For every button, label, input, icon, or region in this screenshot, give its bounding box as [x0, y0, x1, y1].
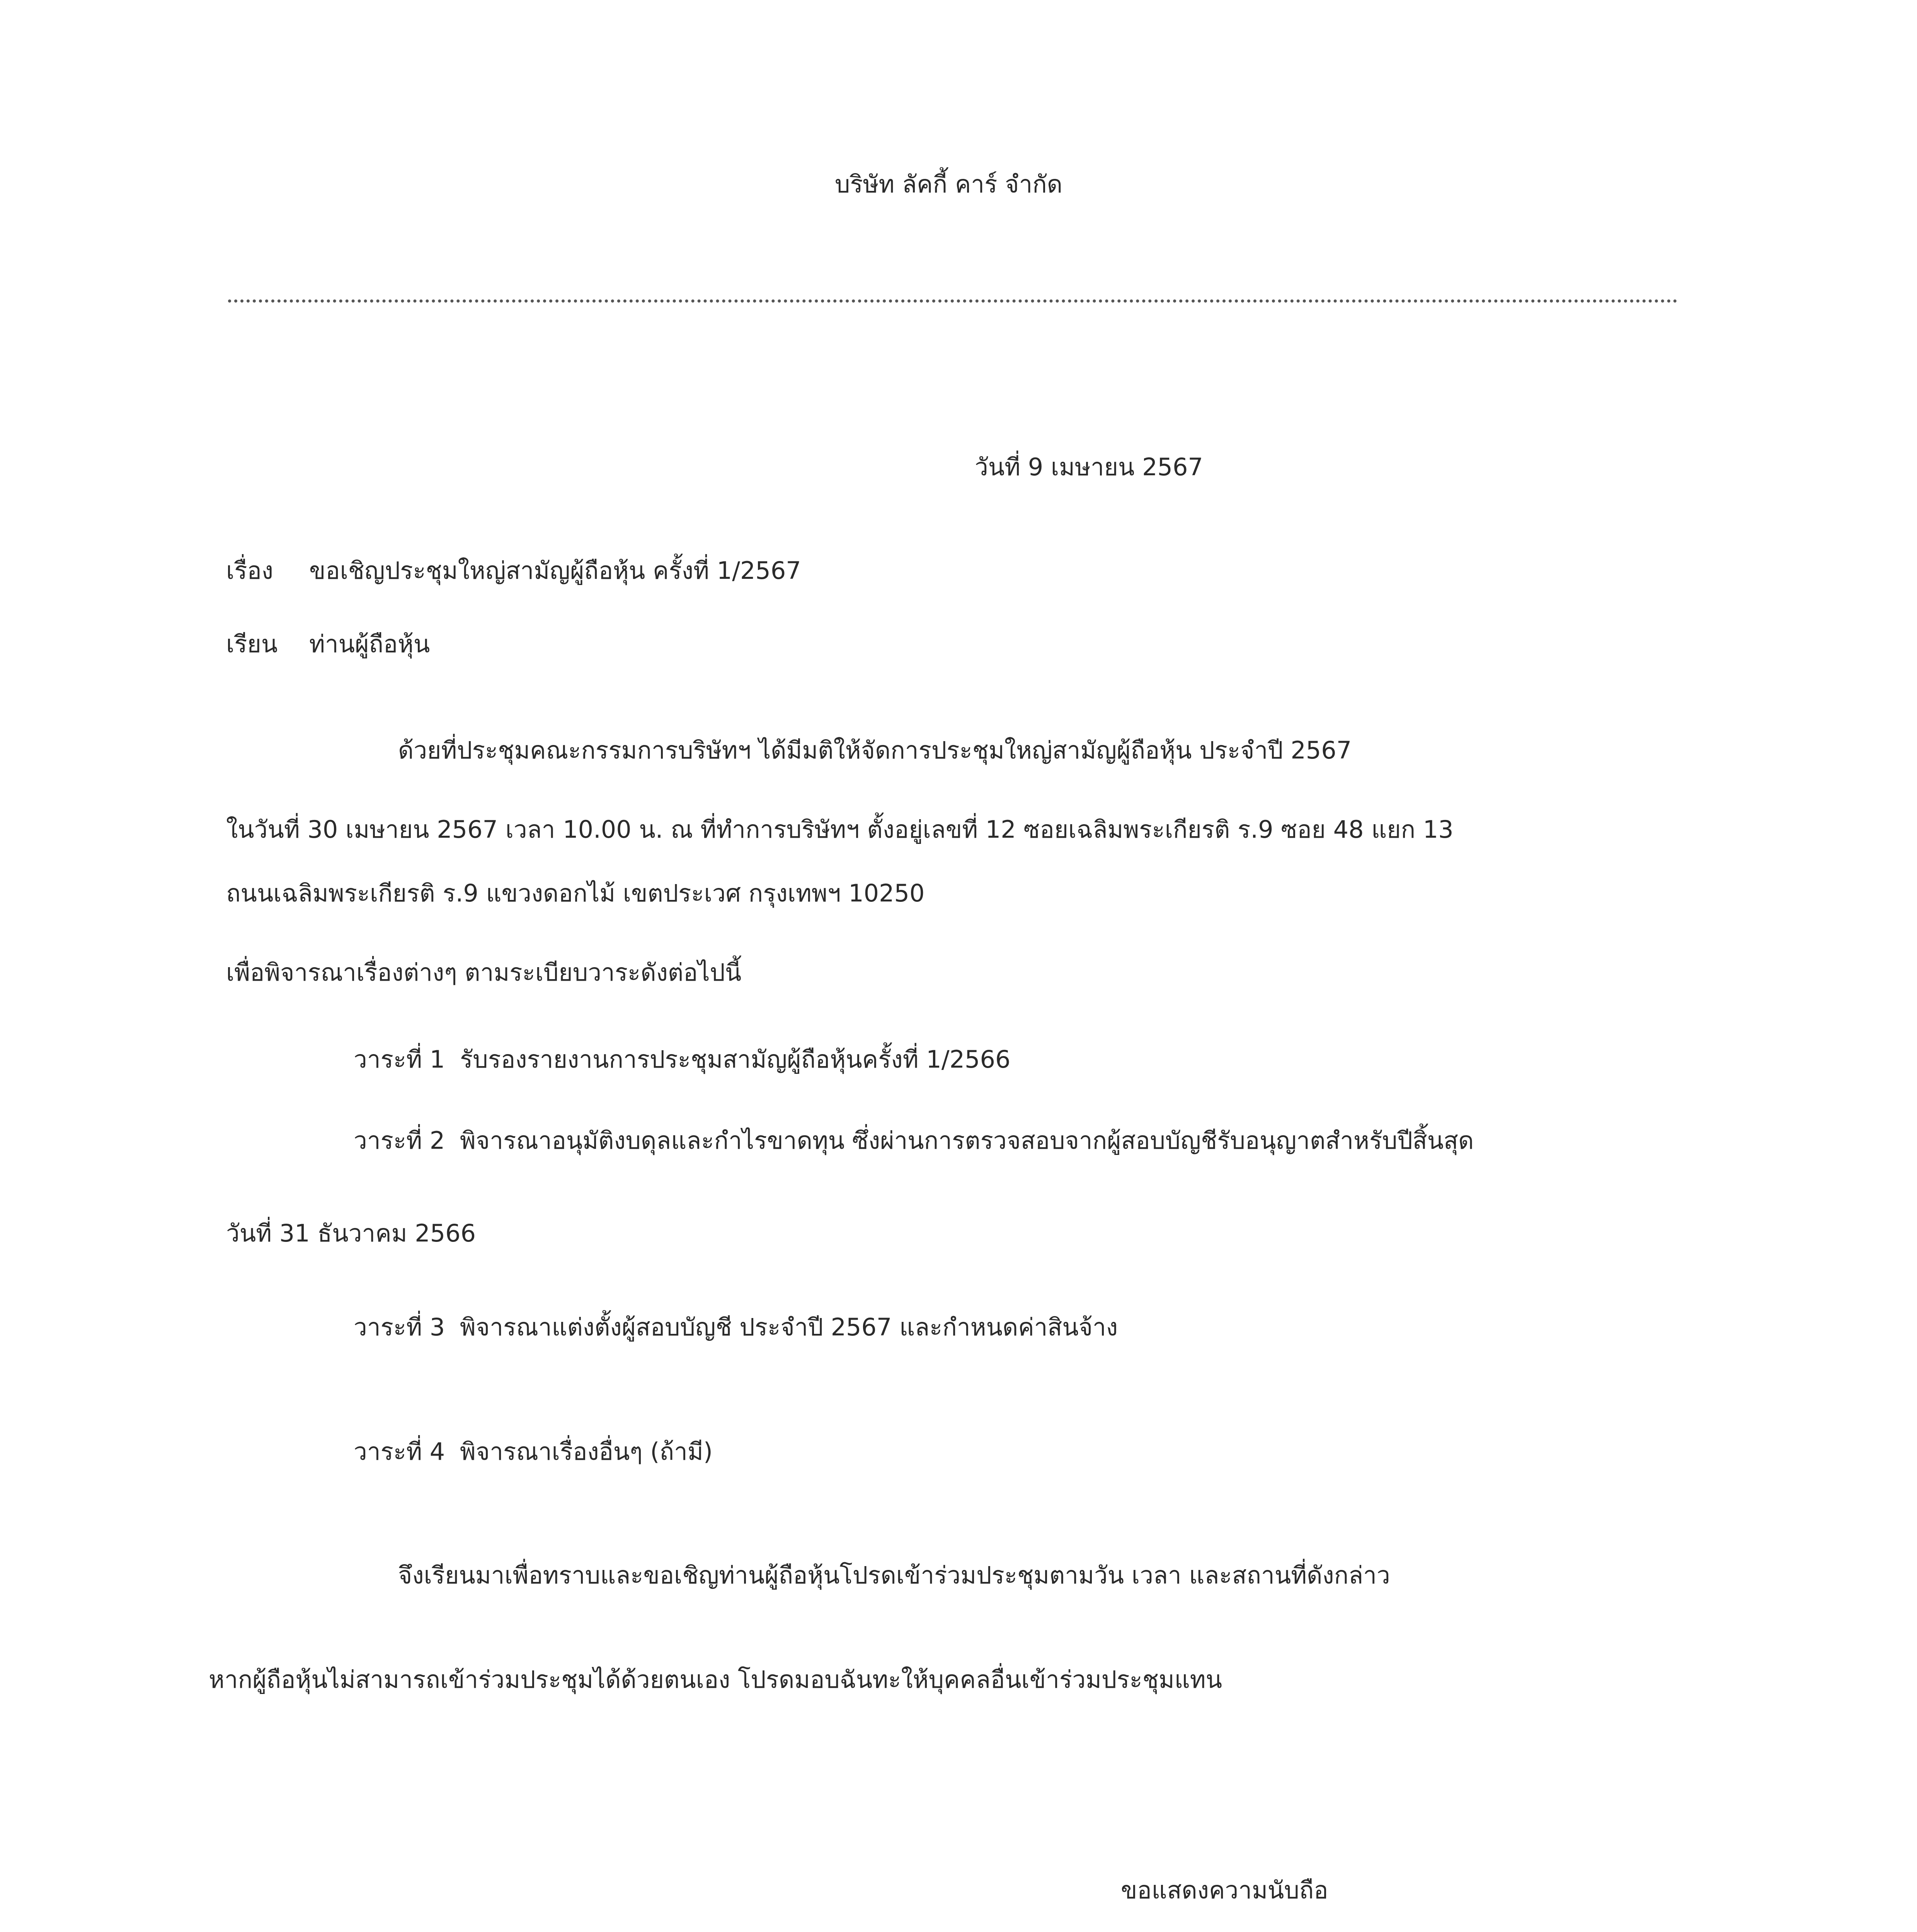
subject-text: ขอเชิญประชุมใหญ่สามัญผู้ถือหุ้น ครั้งที่ 1/2567 — [309, 556, 801, 585]
company-header: บริษัท ลัคกี้ คาร์ จำกัด — [835, 170, 1063, 198]
recipient-text: ท่านผู้ถือหุ้น — [309, 630, 430, 658]
intro-line-3: ถนนเฉลิมพระเกียรติ ร.9 แขวงดอกไม้ เขตประเวศ กรุงเทพฯ 10250 — [226, 879, 925, 907]
header-dotted-rule — [228, 299, 1677, 303]
agenda-3-label: วาระที่ 3 — [354, 1313, 445, 1341]
letter-date: วันที่ 9 เมษายน 2567 — [975, 453, 1203, 481]
agenda-4-text: พิจารณาเรื่องอื่นๆ (ถ้ามี) — [460, 1437, 713, 1466]
intro-line-1: ด้วยที่ประชุมคณะกรรมการบริษัทฯ ได้มีมติให้จัดการประชุมใหญ่สามัญผู้ถือหุ้น ประจำปี 2567 — [398, 736, 1352, 764]
intro-line-2: ในวันที่ 30 เมษายน 2567 เวลา 10.00 น. ณ ที่ทำการบริษัทฯ ตั้งอยู่เลขที่ 12 ซอยเฉลิมพระเกียรติ ร.9 ซอย 48 แยก 13 — [226, 815, 1454, 844]
agenda-4-label: วาระที่ 4 — [354, 1437, 445, 1466]
closing-line-2: หากผู้ถือหุ้นไม่สามารถเข้าร่วมประชุมได้ด้วยตนเอง โปรดมอบฉันทะให้บุคคลอื่นเข้าร่วมประชุมแทน — [209, 1665, 1222, 1694]
subject-label: เรื่อง — [226, 556, 274, 585]
agenda-2-continuation: วันที่ 31 ธันวาคม 2566 — [226, 1219, 476, 1247]
agenda-2-text: พิจารณาอนุมัติงบดุลและกำไรขาดทุน ซึ่งผ่านการตรวจสอบจากผู้สอบบัญชีรับอนุญาตสำหรับปีสิ้นสุด — [460, 1126, 1474, 1155]
purpose-line: เพื่อพิจารณาเรื่องต่างๆ ตามระเบียบวาระดังต่อไปนี้ — [226, 958, 742, 986]
agenda-1-text: รับรองรายงานการประชุมสามัญผู้ถือหุ้นครั้งที่ 1/2566 — [460, 1045, 1011, 1073]
closing-line-1: จึงเรียนมาเพื่อทราบและขอเชิญท่านผู้ถือหุ้นโปรดเข้าร่วมประชุมตามวัน เวลา และสถานที่ดังกล่าว — [398, 1561, 1390, 1589]
regards-line: ขอแสดงความนับถือ — [1121, 1876, 1328, 1904]
recipient-label: เรียน — [226, 630, 278, 658]
agenda-2-label: วาระที่ 2 — [354, 1126, 445, 1155]
agenda-1-label: วาระที่ 1 — [354, 1045, 445, 1073]
agenda-3-text: พิจารณาแต่งตั้งผู้สอบบัญชี ประจำปี 2567 และกำหนดค่าสินจ้าง — [460, 1313, 1118, 1341]
